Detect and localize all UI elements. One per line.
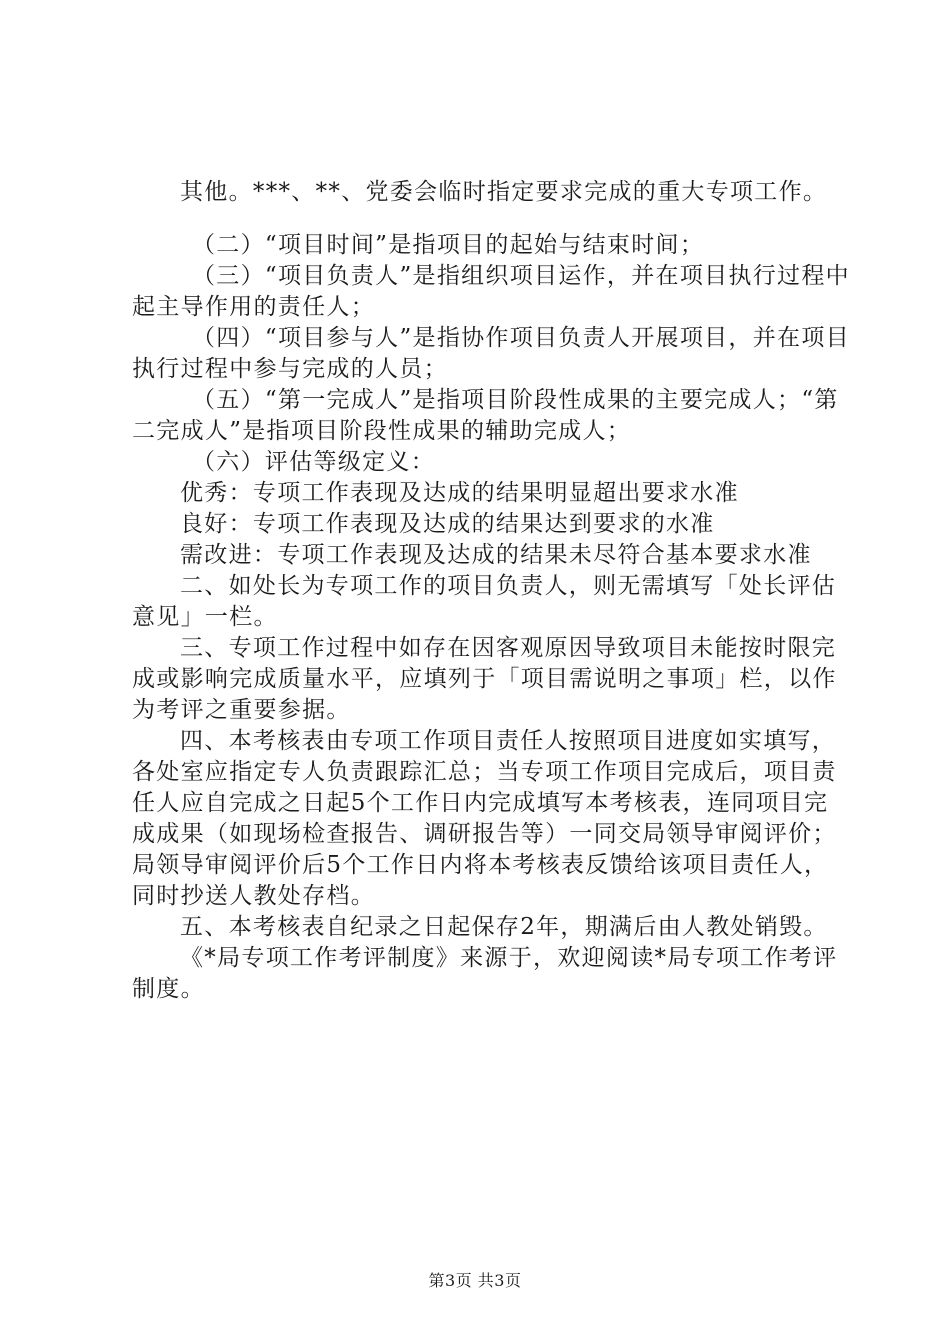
- paragraph-rating-excellent: 优秀：专项工作表现及达成的结果明显超出要求水准: [180, 480, 739, 506]
- paragraph-project-time: （二）“项目时间”是指项目的起始与结束时间；: [192, 232, 705, 258]
- paragraph-project-participant: （四）“项目参与人”是指协作项目负责人开展项目，并在项目执行过程中参与完成的人员；: [132, 325, 850, 382]
- paragraph-project-leader: （三）“项目负责人”是指组织项目运作，并在项目执行过程中起主导作用的责任人；: [132, 263, 850, 320]
- paragraph-item-3: 三、专项工作过程中如存在因客观原因导致项目未能按时限完成或影响完成质量水平，应填列于「项目需说明之事项」栏，以作为考评之重要参据。: [132, 635, 837, 723]
- paragraph-item-2: 二、如处长为专项工作的项目负责人，则无需填写「处长评估意见」一栏。: [132, 573, 837, 630]
- paragraph-rating-good: 良好：专项工作表现及达成的结果达到要求的水准: [180, 511, 715, 537]
- paragraph-other-tasks: 其他。***、**、党委会临时指定要求完成的重大专项工作。: [180, 179, 828, 205]
- paragraph-source: 《*局专项工作考评制度》来源于，欢迎阅读*局专项工作考评制度。: [132, 945, 838, 1002]
- document-body: [132, 177, 850, 1005]
- paragraph-rating-definition: （六）评估等级定义：: [192, 449, 435, 475]
- paragraph-completers: （五）“第一完成人”是指项目阶段性成果的主要完成人；“第二完成人”是指项目阶段性成果的辅助完成人；: [132, 387, 839, 444]
- paragraph-item-4: 四、本考核表由专项工作项目责任人按照项目进度如实填写，各处室应指定专人负责跟踪汇总；当专项工作项目完成后，项目责任人应自完成之日起5个工作日内完成填写本考核表，连同项目完成成果（如现场检查报告、调研报告等）一同交局领导审阅评价；局领导审阅评价后5个工作日内将本考核表反馈给该项目责任人，同时抄送人教处存档。: [132, 728, 837, 909]
- paragraph-item-5: 五、本考核表自纪录之日起保存2年，期满后由人教处销毁。: [180, 914, 828, 940]
- paragraph-rating-improve: 需改进：专项工作表现及达成的结果未尽符合基本要求水准: [180, 542, 812, 568]
- page-footer: 第3页 共3页: [428, 1271, 522, 1290]
